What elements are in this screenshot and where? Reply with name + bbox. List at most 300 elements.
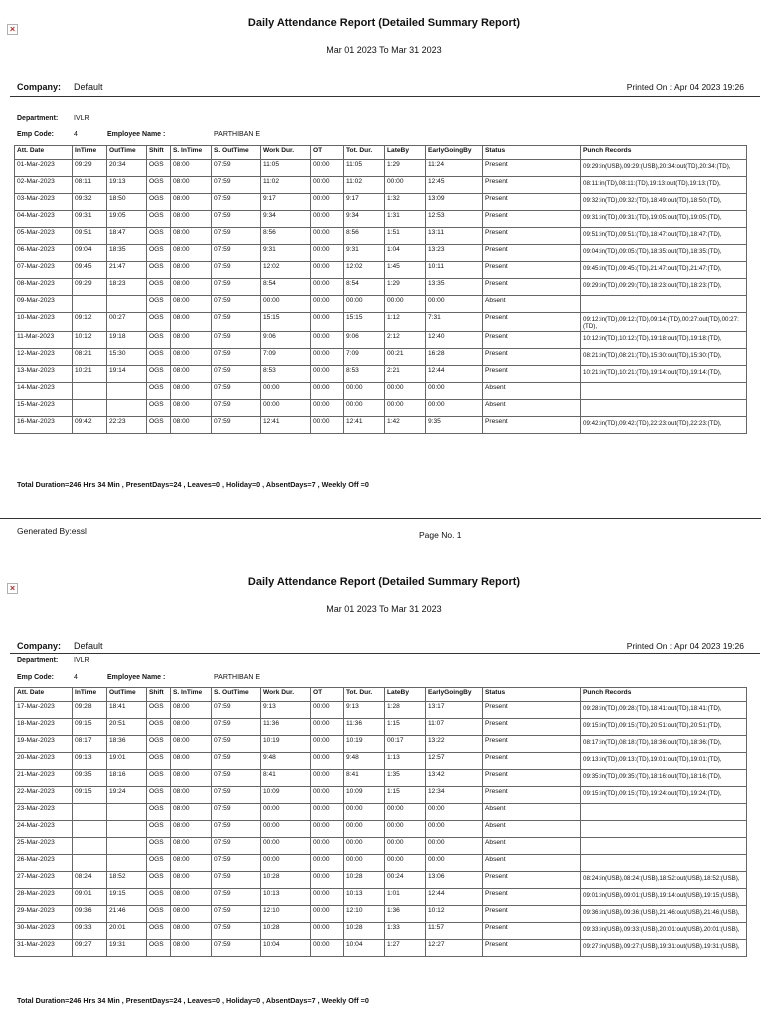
table-row <box>15 400 747 417</box>
cell-punch-records <box>581 804 747 821</box>
cell-s-out-time: 07:59 <box>212 383 261 400</box>
cell-status: Present <box>483 313 581 332</box>
cell-shift: OGS <box>147 923 171 940</box>
cell-att-date: 18-Mar-2023 <box>15 719 73 736</box>
cell-work-duration: 10:28 <box>261 872 311 889</box>
cell-s-in-time: 08:00 <box>171 245 212 262</box>
cell-out-time <box>107 804 147 821</box>
cell-total-duration: 10:04 <box>344 940 385 957</box>
cell-s-out-time: 07:59 <box>212 332 261 349</box>
cell-s-out-time: 07:59 <box>212 821 261 838</box>
cell-total-duration: 11:02 <box>344 177 385 194</box>
cell-in-time: 09:12 <box>73 313 107 332</box>
header-divider <box>10 96 760 97</box>
cell-work-duration: 00:00 <box>261 296 311 313</box>
attendance-table-page-1 <box>14 145 747 434</box>
cell-work-duration: 00:00 <box>261 821 311 838</box>
cell-status: Present <box>483 177 581 194</box>
cell-late-by: 1:29 <box>385 279 426 296</box>
cell-att-date: 01-Mar-2023 <box>15 160 73 177</box>
cell-punch-records <box>581 838 747 855</box>
cell-early-going-by: 10:11 <box>426 262 483 279</box>
emp-code-value: 4 <box>74 131 78 138</box>
emp-code-value: 4 <box>74 674 78 681</box>
cell-total-duration: 00:00 <box>344 855 385 872</box>
punch-records-text: 09:15:in(TD),09:15:(TD),19:24:out(TD),19:24:(TD), <box>583 790 722 797</box>
printed-on: Printed On : Apr 04 2023 19:26 <box>626 641 744 651</box>
cell-s-in-time: 08:00 <box>171 940 212 957</box>
cell-late-by: 2:21 <box>385 366 426 383</box>
table-row <box>15 753 747 770</box>
cell-s-in-time: 08:00 <box>171 821 212 838</box>
cell-early-going-by: 13:23 <box>426 245 483 262</box>
cell-s-in-time: 08:00 <box>171 923 212 940</box>
cell-early-going-by: 00:00 <box>426 855 483 872</box>
cell-shift: OGS <box>147 719 171 736</box>
cell-ot: 00:00 <box>311 349 344 366</box>
cell-s-in-time: 08:00 <box>171 855 212 872</box>
cell-punch-records <box>581 821 747 838</box>
cell-work-duration: 10:13 <box>261 889 311 906</box>
cell-total-duration: 8:41 <box>344 770 385 787</box>
cell-early-going-by: 7:31 <box>426 313 483 332</box>
cell-in-time: 08:21 <box>73 349 107 366</box>
cell-punch-records <box>581 889 747 906</box>
cell-punch-records <box>581 160 747 177</box>
cell-status: Present <box>483 923 581 940</box>
cell-s-in-time: 08:00 <box>171 349 212 366</box>
cell-late-by: 00:17 <box>385 736 426 753</box>
cell-ot: 00:00 <box>311 719 344 736</box>
cell-out-time: 20:51 <box>107 719 147 736</box>
department-label: Department: <box>17 657 59 664</box>
table-row <box>15 160 747 177</box>
cell-shift: OGS <box>147 296 171 313</box>
punch-records-text: 09:33:in(USB),09:33:(USB),20:01:out(USB),20:01:(USB), <box>583 926 740 933</box>
table-row <box>15 940 747 957</box>
cell-shift: OGS <box>147 349 171 366</box>
cell-s-in-time: 08:00 <box>171 366 212 383</box>
cell-att-date: 19-Mar-2023 <box>15 736 73 753</box>
cell-total-duration: 10:09 <box>344 787 385 804</box>
table-row <box>15 889 747 906</box>
cell-work-duration: 9:06 <box>261 332 311 349</box>
cell-status: Present <box>483 719 581 736</box>
table-header-row <box>15 688 747 702</box>
cell-late-by: 00:21 <box>385 349 426 366</box>
cell-early-going-by: 13:35 <box>426 279 483 296</box>
date-range: Mar 01 2023 To Mar 31 2023 <box>326 604 442 614</box>
cell-status: Absent <box>483 855 581 872</box>
cell-shift: OGS <box>147 245 171 262</box>
cell-ot: 00:00 <box>311 332 344 349</box>
cell-s-in-time: 08:00 <box>171 160 212 177</box>
cell-att-date: 24-Mar-2023 <box>15 821 73 838</box>
cell-in-time: 09:35 <box>73 770 107 787</box>
cell-att-date: 13-Mar-2023 <box>15 366 73 383</box>
cell-shift: OGS <box>147 855 171 872</box>
table-row <box>15 804 747 821</box>
cell-in-time: 08:24 <box>73 872 107 889</box>
table-row <box>15 313 747 332</box>
cell-total-duration: 10:28 <box>344 923 385 940</box>
cell-s-in-time: 08:00 <box>171 279 212 296</box>
cell-shift: OGS <box>147 821 171 838</box>
cell-status: Absent <box>483 400 581 417</box>
employee-name-label: Employee Name : <box>107 674 166 681</box>
cell-shift: OGS <box>147 400 171 417</box>
cell-total-duration: 8:54 <box>344 279 385 296</box>
cell-in-time: 09:42 <box>73 417 107 434</box>
cell-status: Present <box>483 262 581 279</box>
cell-out-time: 19:18 <box>107 332 147 349</box>
punch-records-text: 09:32:in(TD),09:32:(TD),18:49:out(TD),18:50:(TD), <box>583 197 722 204</box>
cell-ot: 00:00 <box>311 821 344 838</box>
table-row <box>15 296 747 313</box>
cell-total-duration: 9:48 <box>344 753 385 770</box>
cell-status: Present <box>483 736 581 753</box>
punch-records-text: 09:01:in(USB),09:01:(USB),19:14:out(USB),19:15:(USB), <box>583 892 740 899</box>
punch-records-text: 09:45:in(TD),09:45:(TD),21:47:out(TD),21:47:(TD), <box>583 265 722 272</box>
department-label: Department: <box>17 115 59 122</box>
cell-att-date: 10-Mar-2023 <box>15 313 73 332</box>
punch-records-text: 09:27:in(USB),09:27:(USB),19:31:out(USB),19:31:(USB), <box>583 943 740 950</box>
punch-records-text: 09:42:in(TD),09:42:(TD),22:23:out(TD),22:23:(TD), <box>583 420 722 427</box>
employee-name-label: Employee Name : <box>107 131 166 138</box>
cell-late-by: 00:00 <box>385 383 426 400</box>
cell-work-duration: 8:56 <box>261 228 311 245</box>
company-row <box>17 82 748 92</box>
punch-records-text: 09:29:in(USB),09:29:(USB),20:34:out(TD),20:34:(TD), <box>583 163 731 170</box>
punch-records-text: 09:29:in(TD),09:29:(TD),18:23:out(TD),18:23:(TD), <box>583 282 722 289</box>
cell-in-time <box>73 838 107 855</box>
employee-name-value: PARTHIBAN E <box>214 674 261 681</box>
report-title: Daily Attendance Report (Detailed Summary Report) <box>247 576 521 588</box>
cell-early-going-by: 12:45 <box>426 177 483 194</box>
date-range: Mar 01 2023 To Mar 31 2023 <box>326 45 442 55</box>
cell-status: Present <box>483 245 581 262</box>
emp-code-label: Emp Code: <box>17 674 54 681</box>
cell-total-duration: 00:00 <box>344 383 385 400</box>
cell-s-out-time: 07:59 <box>212 719 261 736</box>
cell-out-time: 18:16 <box>107 770 147 787</box>
cell-att-date: 09-Mar-2023 <box>15 296 73 313</box>
table-row <box>15 262 747 279</box>
cell-in-time: 10:12 <box>73 332 107 349</box>
cell-status: Absent <box>483 383 581 400</box>
cell-shift: OGS <box>147 753 171 770</box>
cell-late-by: 1:27 <box>385 940 426 957</box>
cell-work-duration: 00:00 <box>261 855 311 872</box>
cell-in-time: 09:27 <box>73 940 107 957</box>
cell-out-time <box>107 855 147 872</box>
cell-shift: OGS <box>147 770 171 787</box>
cell-punch-records <box>581 770 747 787</box>
punch-records-text: 09:28:in(TD),09:28:(TD),18:41:out(TD),18:41:(TD), <box>583 705 722 712</box>
cell-shift: OGS <box>147 177 171 194</box>
cell-work-duration: 00:00 <box>261 400 311 417</box>
table-row <box>15 366 747 383</box>
cell-late-by: 00:00 <box>385 400 426 417</box>
cell-total-duration: 00:00 <box>344 821 385 838</box>
cell-att-date: 14-Mar-2023 <box>15 383 73 400</box>
cell-total-duration: 10:13 <box>344 889 385 906</box>
department-row <box>17 115 90 122</box>
cell-late-by: 1:35 <box>385 770 426 787</box>
column-header-status: Status <box>483 146 581 160</box>
cell-shift: OGS <box>147 787 171 804</box>
cell-shift: OGS <box>147 366 171 383</box>
cell-total-duration: 9:13 <box>344 702 385 719</box>
cell-ot: 00:00 <box>311 872 344 889</box>
cell-early-going-by: 00:00 <box>426 383 483 400</box>
column-header-s-in-time: S. InTime <box>171 688 212 702</box>
cell-s-in-time: 08:00 <box>171 872 212 889</box>
cell-late-by: 00:24 <box>385 872 426 889</box>
cell-work-duration: 11:02 <box>261 177 311 194</box>
cell-s-in-time: 08:00 <box>171 177 212 194</box>
cell-att-date: 08-Mar-2023 <box>15 279 73 296</box>
cell-s-in-time: 08:00 <box>171 889 212 906</box>
cell-shift: OGS <box>147 804 171 821</box>
cell-att-date: 26-Mar-2023 <box>15 855 73 872</box>
cell-work-duration: 8:54 <box>261 279 311 296</box>
cell-early-going-by: 00:00 <box>426 804 483 821</box>
cell-out-time: 18:23 <box>107 279 147 296</box>
cell-late-by: 00:00 <box>385 838 426 855</box>
column-header-shift: Shift <box>147 146 171 160</box>
column-header-in-time: InTime <box>73 146 107 160</box>
cell-s-out-time: 07:59 <box>212 194 261 211</box>
cell-total-duration: 12:41 <box>344 417 385 434</box>
emp-code-label: Emp Code: <box>17 131 54 138</box>
cell-shift: OGS <box>147 332 171 349</box>
cell-out-time: 18:35 <box>107 245 147 262</box>
cell-work-duration: 15:15 <box>261 313 311 332</box>
cell-ot: 00:00 <box>311 889 344 906</box>
cell-late-by: 1:04 <box>385 245 426 262</box>
cell-early-going-by: 00:00 <box>426 400 483 417</box>
cell-early-going-by: 13:22 <box>426 736 483 753</box>
cell-s-in-time: 08:00 <box>171 770 212 787</box>
cell-early-going-by: 13:09 <box>426 194 483 211</box>
cell-s-out-time: 07:59 <box>212 855 261 872</box>
cell-out-time: 19:05 <box>107 211 147 228</box>
cell-punch-records <box>581 177 747 194</box>
cell-status: Present <box>483 787 581 804</box>
cell-out-time <box>107 296 147 313</box>
cell-in-time: 09:45 <box>73 262 107 279</box>
cell-status: Absent <box>483 821 581 838</box>
cell-out-time: 21:46 <box>107 906 147 923</box>
cell-punch-records <box>581 313 747 332</box>
cell-shift: OGS <box>147 211 171 228</box>
table-row <box>15 279 747 296</box>
cell-work-duration: 9:34 <box>261 211 311 228</box>
cell-in-time <box>73 296 107 313</box>
cell-att-date: 28-Mar-2023 <box>15 889 73 906</box>
cell-s-in-time: 08:00 <box>171 262 212 279</box>
cell-att-date: 15-Mar-2023 <box>15 400 73 417</box>
cell-in-time <box>73 855 107 872</box>
column-header-ot: OT <box>311 688 344 702</box>
cell-s-out-time: 07:59 <box>212 211 261 228</box>
cell-in-time: 09:29 <box>73 160 107 177</box>
report-page-2 <box>0 560 768 1024</box>
cell-out-time: 20:01 <box>107 923 147 940</box>
cell-s-out-time: 07:59 <box>212 838 261 855</box>
table-row <box>15 719 747 736</box>
table-row <box>15 194 747 211</box>
cell-early-going-by: 16:28 <box>426 349 483 366</box>
cell-s-in-time: 08:00 <box>171 400 212 417</box>
cell-s-out-time: 07:59 <box>212 349 261 366</box>
punch-records-text: 09:04:in(TD),09:05:(TD),18:35:out(TD),18:35:(TD), <box>583 248 722 255</box>
attendance-table-page-2 <box>14 687 747 957</box>
cell-early-going-by: 12:44 <box>426 366 483 383</box>
printed-on: Printed On : Apr 04 2023 19:26 <box>626 82 744 92</box>
column-header-early-going-by: EarlyGoingBy <box>426 146 483 160</box>
cell-s-out-time: 07:59 <box>212 296 261 313</box>
cell-work-duration: 00:00 <box>261 804 311 821</box>
department-row <box>17 657 90 664</box>
cell-ot: 00:00 <box>311 228 344 245</box>
cell-out-time: 21:47 <box>107 262 147 279</box>
cell-in-time: 09:32 <box>73 194 107 211</box>
cell-shift: OGS <box>147 838 171 855</box>
cell-late-by: 1:36 <box>385 906 426 923</box>
cell-in-time: 09:51 <box>73 228 107 245</box>
cell-total-duration: 8:53 <box>344 366 385 383</box>
table-row <box>15 923 747 940</box>
cell-work-duration: 12:41 <box>261 417 311 434</box>
cell-att-date: 22-Mar-2023 <box>15 787 73 804</box>
cell-work-duration: 10:19 <box>261 736 311 753</box>
cell-s-in-time: 08:00 <box>171 383 212 400</box>
cell-early-going-by: 13:17 <box>426 702 483 719</box>
punch-records-text: 09:31:in(TD),09:31:(TD),19:05:out(TD),19:05:(TD), <box>583 214 722 221</box>
cell-punch-records <box>581 417 747 434</box>
cell-early-going-by: 11:57 <box>426 923 483 940</box>
total-summary: Total Duration=246 Hrs 34 Min , PresentDays=24 , Leaves=0 , Holiday=0 , AbsentDays=7 , Weekly Off =0 <box>17 480 369 489</box>
table-row <box>15 177 747 194</box>
table-row <box>15 332 747 349</box>
cell-s-out-time: 07:59 <box>212 279 261 296</box>
cell-work-duration: 7:09 <box>261 349 311 366</box>
column-header-s-in-time: S. InTime <box>171 146 212 160</box>
department-value: IVLR <box>74 657 90 664</box>
cell-status: Present <box>483 228 581 245</box>
cell-out-time: 18:41 <box>107 702 147 719</box>
cell-late-by: 00:00 <box>385 855 426 872</box>
cell-status: Absent <box>483 804 581 821</box>
table-row <box>15 211 747 228</box>
punch-records-text: 08:11:in(TD),08:11:(TD),19:13:out(TD),19:13:(TD), <box>583 180 721 187</box>
cell-s-in-time: 08:00 <box>171 211 212 228</box>
cell-s-in-time: 08:00 <box>171 313 212 332</box>
cell-s-out-time: 07:59 <box>212 753 261 770</box>
column-header-punch-records: Punch Records <box>581 146 747 160</box>
cell-ot: 00:00 <box>311 383 344 400</box>
cell-early-going-by: 13:06 <box>426 872 483 889</box>
cell-att-date: 12-Mar-2023 <box>15 349 73 366</box>
cell-status: Present <box>483 702 581 719</box>
cell-out-time <box>107 400 147 417</box>
cell-att-date: 06-Mar-2023 <box>15 245 73 262</box>
cell-att-date: 23-Mar-2023 <box>15 804 73 821</box>
cell-att-date: 31-Mar-2023 <box>15 940 73 957</box>
cell-late-by: 1:15 <box>385 719 426 736</box>
cell-status: Present <box>483 889 581 906</box>
cell-shift: OGS <box>147 383 171 400</box>
cell-s-in-time: 08:00 <box>171 417 212 434</box>
column-header-punch-records: Punch Records <box>581 688 747 702</box>
punch-records-text: 09:12:in(TD),09:12:(TD),09:14:(TD),00:27:out(TD),00:27:(TD), <box>583 316 739 330</box>
cell-out-time <box>107 383 147 400</box>
cell-early-going-by: 12:34 <box>426 787 483 804</box>
cell-out-time: 18:36 <box>107 736 147 753</box>
cell-att-date: 07-Mar-2023 <box>15 262 73 279</box>
cell-shift: OGS <box>147 279 171 296</box>
column-header-out-time: OutTime <box>107 146 147 160</box>
cell-punch-records <box>581 906 747 923</box>
cell-early-going-by: 12:44 <box>426 889 483 906</box>
cell-work-duration: 11:05 <box>261 160 311 177</box>
cell-s-out-time: 07:59 <box>212 417 261 434</box>
cell-status: Present <box>483 753 581 770</box>
cell-ot: 00:00 <box>311 906 344 923</box>
cell-late-by: 2:12 <box>385 332 426 349</box>
cell-late-by: 1:28 <box>385 702 426 719</box>
cell-shift: OGS <box>147 228 171 245</box>
cell-s-out-time: 07:59 <box>212 366 261 383</box>
company-row <box>17 641 748 651</box>
employee-name-value: PARTHIBAN E <box>214 131 261 138</box>
cell-shift: OGS <box>147 906 171 923</box>
cell-punch-records <box>581 400 747 417</box>
cell-punch-records <box>581 296 747 313</box>
punch-records-text: 08:21:in(TD),08:21:(TD),15:30:out(TD),15:30:(TD), <box>583 352 722 359</box>
cell-att-date: 11-Mar-2023 <box>15 332 73 349</box>
cell-punch-records <box>581 923 747 940</box>
punch-records-text: 09:36:in(USB),09:36:(USB),21:46:out(USB),21:46:(USB), <box>583 909 740 916</box>
cell-total-duration: 12:02 <box>344 262 385 279</box>
cell-in-time: 09:15 <box>73 787 107 804</box>
cell-in-time: 08:17 <box>73 736 107 753</box>
cell-punch-records <box>581 366 747 383</box>
table-row <box>15 906 747 923</box>
cell-out-time: 19:14 <box>107 366 147 383</box>
cell-s-out-time: 07:59 <box>212 923 261 940</box>
cell-in-time: 10:21 <box>73 366 107 383</box>
cell-s-in-time: 08:00 <box>171 719 212 736</box>
cell-work-duration: 10:09 <box>261 787 311 804</box>
punch-records-text: 08:17:in(TD),08:18:(TD),18:36:out(TD),18:36:(TD), <box>583 739 722 746</box>
table-row <box>15 787 747 804</box>
cell-total-duration: 12:10 <box>344 906 385 923</box>
cell-punch-records <box>581 194 747 211</box>
cell-s-in-time: 08:00 <box>171 332 212 349</box>
cell-total-duration: 10:19 <box>344 736 385 753</box>
cell-late-by: 00:00 <box>385 177 426 194</box>
cell-total-duration: 00:00 <box>344 400 385 417</box>
cell-punch-records <box>581 211 747 228</box>
column-header-shift: Shift <box>147 688 171 702</box>
cell-in-time <box>73 804 107 821</box>
cell-early-going-by: 00:00 <box>426 296 483 313</box>
cell-work-duration: 9:17 <box>261 194 311 211</box>
cell-ot: 00:00 <box>311 211 344 228</box>
